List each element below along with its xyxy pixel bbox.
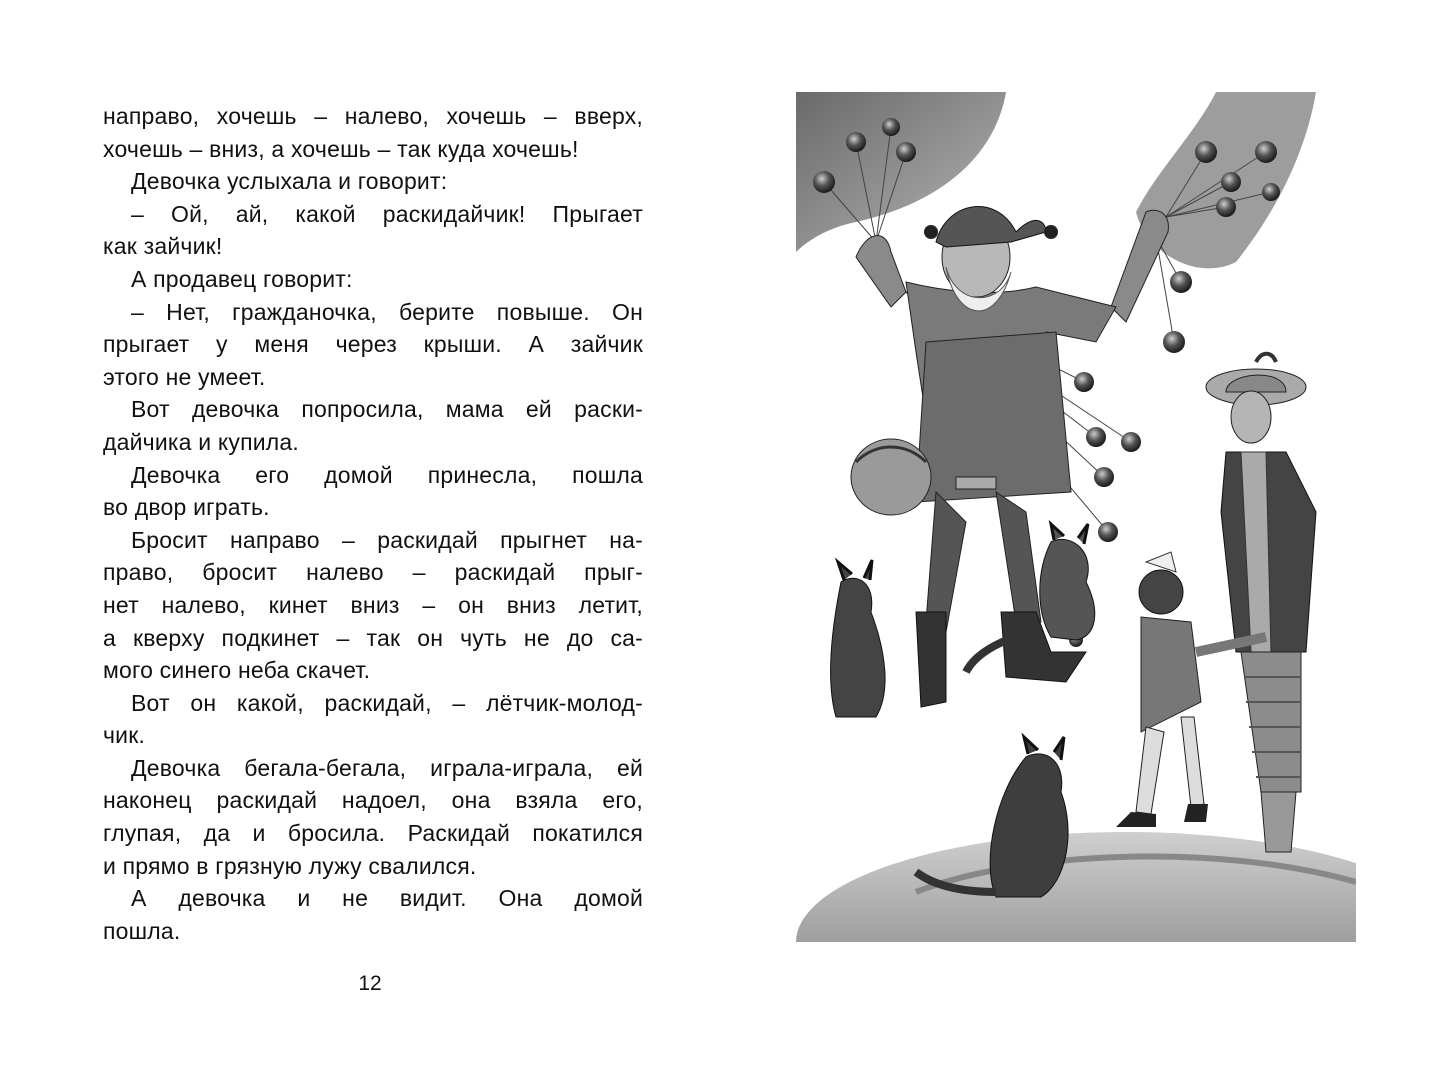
text-line: во двор играть. xyxy=(103,494,270,521)
text-line: – Нет, гражданочка, берите повыше. Он xyxy=(131,298,643,325)
text-line: – Ой, ай, какой раскидайчик! Прыгает xyxy=(131,200,643,227)
text-line: Девочка бегала-бегала, играла-играла, ей xyxy=(131,754,643,781)
mother-figure xyxy=(1196,354,1316,852)
girl-figure xyxy=(1116,552,1208,827)
text-line: Девочка услыхала и говорит: xyxy=(131,168,448,195)
text-line: направо, хочешь – налево, хочешь – вверх, xyxy=(103,103,643,129)
text-line: Бросит направо – раскидай прыгнет на- xyxy=(131,526,643,553)
text-line: как зайчик! xyxy=(103,233,223,260)
illustration-drawing xyxy=(796,92,1356,942)
text-line: и прямо в грязную лужу свалился. xyxy=(103,852,477,879)
story-text xyxy=(103,100,643,947)
page-number: 12 xyxy=(358,972,382,995)
cat-left xyxy=(831,560,886,717)
text-line: а кверху подкинет – так он чуть не до са- xyxy=(103,624,643,651)
text-line: Вот девочка попросила, мама ей раски- xyxy=(131,396,643,423)
text-line: мого синего неба скачет. xyxy=(103,657,371,684)
illustration xyxy=(796,92,1356,942)
text-line: пошла. xyxy=(103,917,181,944)
text-line: хочешь – вниз, а хочешь – так куда хочешь! xyxy=(103,135,579,162)
text-line: этого не умеет. xyxy=(103,363,266,390)
text-line: дайчика и купила. xyxy=(103,428,300,455)
text-line: А девочка и не видит. Она домой xyxy=(131,885,643,912)
seller-figure xyxy=(851,207,1168,707)
text-line: наконец раскидай надоел, она взяла его, xyxy=(103,787,643,814)
text-line: нет налево, кинет вниз – он вниз летит, xyxy=(103,591,643,618)
text-line: Девочка его домой принесла, пошла xyxy=(131,461,643,488)
text-line: прыгает у меня через крыши. А зайчик xyxy=(103,331,643,358)
text-line: Вот он какой, раскидай, – лётчик-молод- xyxy=(131,689,643,716)
text-line: чик. xyxy=(103,722,146,749)
text-line: право, бросит налево – раскидай прыг- xyxy=(103,559,643,586)
text-line: А продавец говорит: xyxy=(131,265,353,292)
text-line: глупая, да и бросила. Раскидай покатился xyxy=(103,820,643,847)
